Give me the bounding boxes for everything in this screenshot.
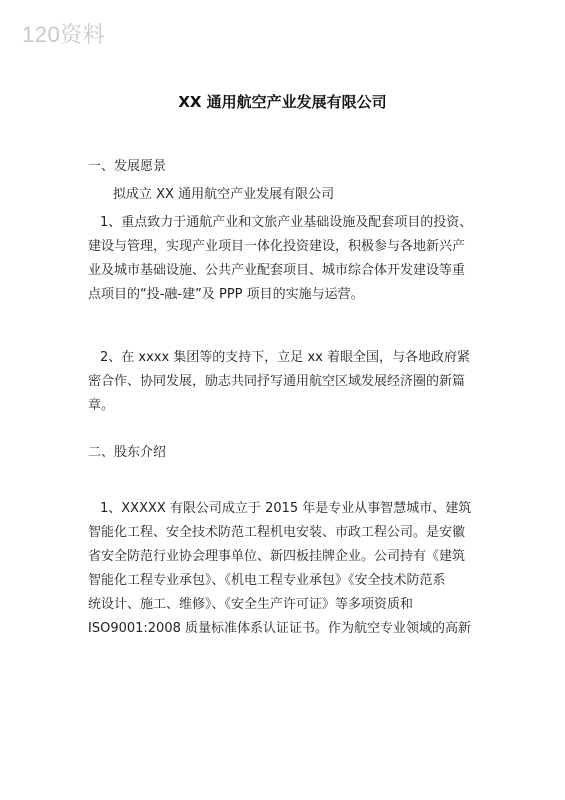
text-line: 省安全防范行业协会理事单位、新四板挂牌企业。公司持有《建筑 [88,549,466,564]
text-line: 密合作、协同发展，励志共同抒写通用航空区域发展经济圈的新篇 [88,374,466,389]
text-line: ISO9001:2008 质量标准体系认证证书。作为航空专业领域的高新 [88,621,471,636]
text-line: 2、在 xxxx 集团等的支持下，立足 xx 着眼全国，与各地政府紧 [100,350,470,365]
section-heading-vision: 一、发展愿景 [88,159,167,174]
text-line: 章。 [88,398,115,413]
text-line: 点项目的“投-融-建”及 PPP 项目的实施与运营。 [88,287,364,302]
vision-paragraph-1 [88,211,488,307]
section-heading-shareholders: 二、股东介绍 [88,445,167,460]
text-line: 建设与管理，实现产业项目一体化投资建设，积极参与各地新兴产 [88,239,466,254]
watermark: 120资料 [22,22,106,47]
vision-paragraph-2 [88,346,488,418]
text-line: 业及城市基础设施、公共产业配套项目、城市综合体开发建设等重 [88,263,466,278]
text-line: 1、重点致力于通航产业和文旅产业基础设施及配套项目的投资、 [100,215,473,230]
document-title: XX 通用航空产业发展有限公司 [178,93,387,111]
text-line: 统设计、施工、维修》、《安全生产许可证》等多项资质和 [88,597,414,612]
intro-line: 拟成立 XX 通用航空产业发展有限公司 [113,187,335,202]
shareholder-paragraph-1 [88,497,488,641]
text-line: 1、XXXXX 有限公司成立于 2015 年是专业从事智慧城市、建筑 [100,501,472,516]
text-line: 智能化工程专业承包》、《机电工程专业承包》《安全技术防范系 [88,573,446,588]
text-line: 智能化工程、安全技术防范工程机电安装、市政工程公司。是安徽 [88,525,466,540]
